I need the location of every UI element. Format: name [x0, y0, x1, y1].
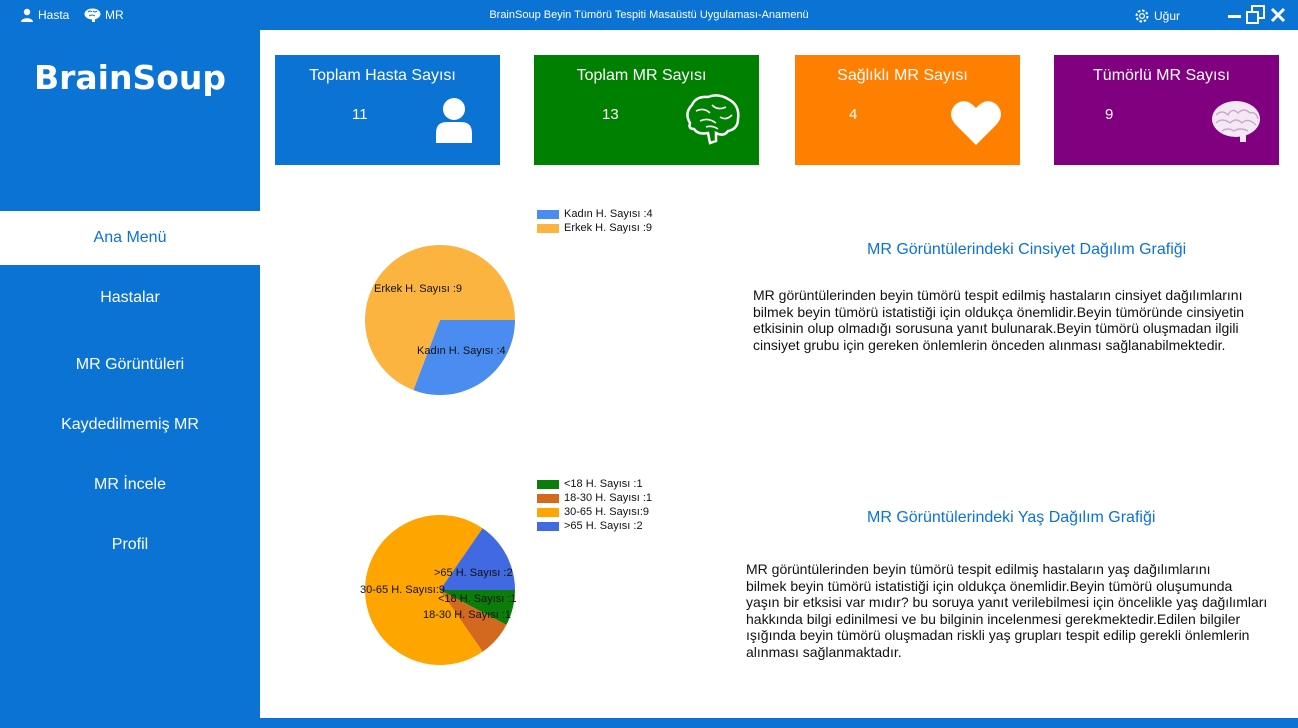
app-logo: BrainSoup	[33, 58, 227, 97]
stat-card-toplam-mr	[534, 55, 759, 165]
bottom-bar	[260, 718, 1298, 728]
sidebar-item-profil[interactable]: Profil	[111, 536, 149, 553]
legend-label: >65 H. Sayısı :2	[564, 520, 643, 532]
pie-slice-label: Kadın H. Sayısı :4	[417, 345, 506, 357]
card-value: 13	[602, 106, 619, 123]
card-title: Toplam Hasta Sayısı	[309, 67, 456, 84]
description-line: ışığında beyin tümörü oluşmadan riskli yaş grupları tespit edilip gerekli önlemlerin	[746, 627, 1250, 643]
sidebar-item-kaydedilmemis-mr[interactable]: Kaydedilmemiş MR	[61, 416, 199, 433]
legend-swatch	[537, 480, 559, 489]
minimize-icon	[1226, 4, 1246, 26]
description-line: hakkında bilgi edinilmesi ve bu bilginin incelenmesi gerekmektedir.Edilen bilgiler	[746, 610, 1241, 627]
close-icon	[1268, 4, 1288, 26]
legend-item	[537, 207, 653, 221]
legend-label: Kadın H. Sayısı :4	[564, 208, 653, 220]
description-line: bilmek beyin tümörü istatistiği için oldukça önemlidir.Beyin tümörü oluşumunda	[746, 577, 1233, 594]
card-value: 11	[352, 106, 368, 123]
description-line: alınması sağlanmaktadır.	[746, 643, 902, 660]
user-icon	[435, 97, 473, 143]
mr-menu-label: MR	[105, 8, 124, 22]
stat-card-saglikli-mr	[795, 55, 1020, 165]
description-line: MR görüntülerinden beyin tümörü tespit edilmiş hastaların cinsiyet dağılımlarını	[753, 287, 1243, 303]
card-title: Tümörlü MR Sayısı	[1093, 67, 1230, 84]
legend-swatch	[537, 210, 559, 219]
gender-pie-chart	[320, 230, 580, 410]
pie-slice-label: Erkek H. Sayısı :9	[374, 283, 463, 295]
minimize-button[interactable]	[1226, 4, 1246, 26]
card-value: 9	[1105, 106, 1114, 123]
description-line: cinsiyet grubu için gereken önlemlerin önceden alınması sağlanabilmektedir.	[753, 336, 1226, 353]
window-title: BrainSoup Beyin Tümörü Tespiti Masaüstü Uygulaması-Anamenü	[489, 9, 809, 21]
brain-outline-icon	[682, 93, 742, 147]
description-line: yaşın bir etksisi var mıdır? bu soruya yanıt verilebilmesi için öncelikle yaş dağılımları	[746, 594, 1268, 610]
hasta-menu-label: Hasta	[38, 8, 70, 22]
title-bar	[0, 0, 1298, 30]
gear-icon	[1134, 8, 1150, 24]
heart-icon	[950, 99, 1002, 147]
sidebar-item-mr-goruntuleri[interactable]: MR Görüntüleri	[75, 356, 185, 373]
stat-card-tumorlu-mr	[1054, 55, 1279, 165]
sidebar-item-ana-menu[interactable]: Ana Menü	[0, 211, 260, 265]
close-button[interactable]	[1268, 4, 1288, 26]
gender-description	[753, 287, 1244, 353]
pie-slice-label: 30-65 H. Sayısı:9	[360, 584, 445, 596]
age-description	[746, 561, 1267, 660]
brain-icon	[1210, 99, 1262, 143]
maximize-button[interactable]	[1246, 4, 1266, 26]
pie-slice-label: >65 H. Sayısı :2	[434, 567, 513, 579]
description-line: etkisinin olup olmadığı sorusuna yanıt bulunarak.Beyin tümörü oluşmadan ilgili	[753, 320, 1239, 336]
gender-chart-title: MR Görüntülerindeki Cinsiyet Dağılım Grafiği	[867, 241, 1187, 258]
card-title: Toplam MR Sayısı	[576, 67, 707, 84]
card-title: Sağlıklı MR Sayısı	[837, 67, 968, 84]
pie-slice-label: 18-30 H. Sayısı :1	[423, 609, 512, 621]
description-line: MR görüntülerinden beyin tümörü tespit edilmiş hastaların yaş dağılımlarını	[746, 561, 1211, 577]
legend-label: Erkek H. Sayısı :9	[564, 222, 653, 234]
stat-card-toplam-hasta	[275, 55, 500, 165]
age-chart-title: MR Görüntülerindeki Yaş Dağılım Grafiği	[867, 509, 1156, 526]
legend-item	[537, 477, 652, 491]
user-profile-button[interactable]	[1134, 8, 1180, 24]
user-name-label: Uğur	[1154, 9, 1181, 23]
legend-label: <18 H. Sayısı :1	[564, 478, 643, 490]
description-line: bilmek beyin tümörü istatistiği için oldukça önemlidir.Beyin tümöründe cinsiyetin	[753, 303, 1245, 320]
card-value: 4	[849, 106, 858, 123]
sidebar	[0, 30, 260, 728]
legend-label: 18-30 H. Sayısı :1	[564, 492, 653, 504]
age-pie-chart	[320, 500, 580, 680]
sidebar-item-hastalar[interactable]: Hastalar	[100, 289, 160, 306]
restore-icon	[1246, 4, 1266, 26]
legend-label: 30-65 H. Sayısı:9	[564, 506, 649, 518]
sidebar-item-mr-incele[interactable]: MR İncele	[93, 476, 167, 493]
pie-slice-label: <18 H. Sayısı :1	[438, 593, 517, 605]
